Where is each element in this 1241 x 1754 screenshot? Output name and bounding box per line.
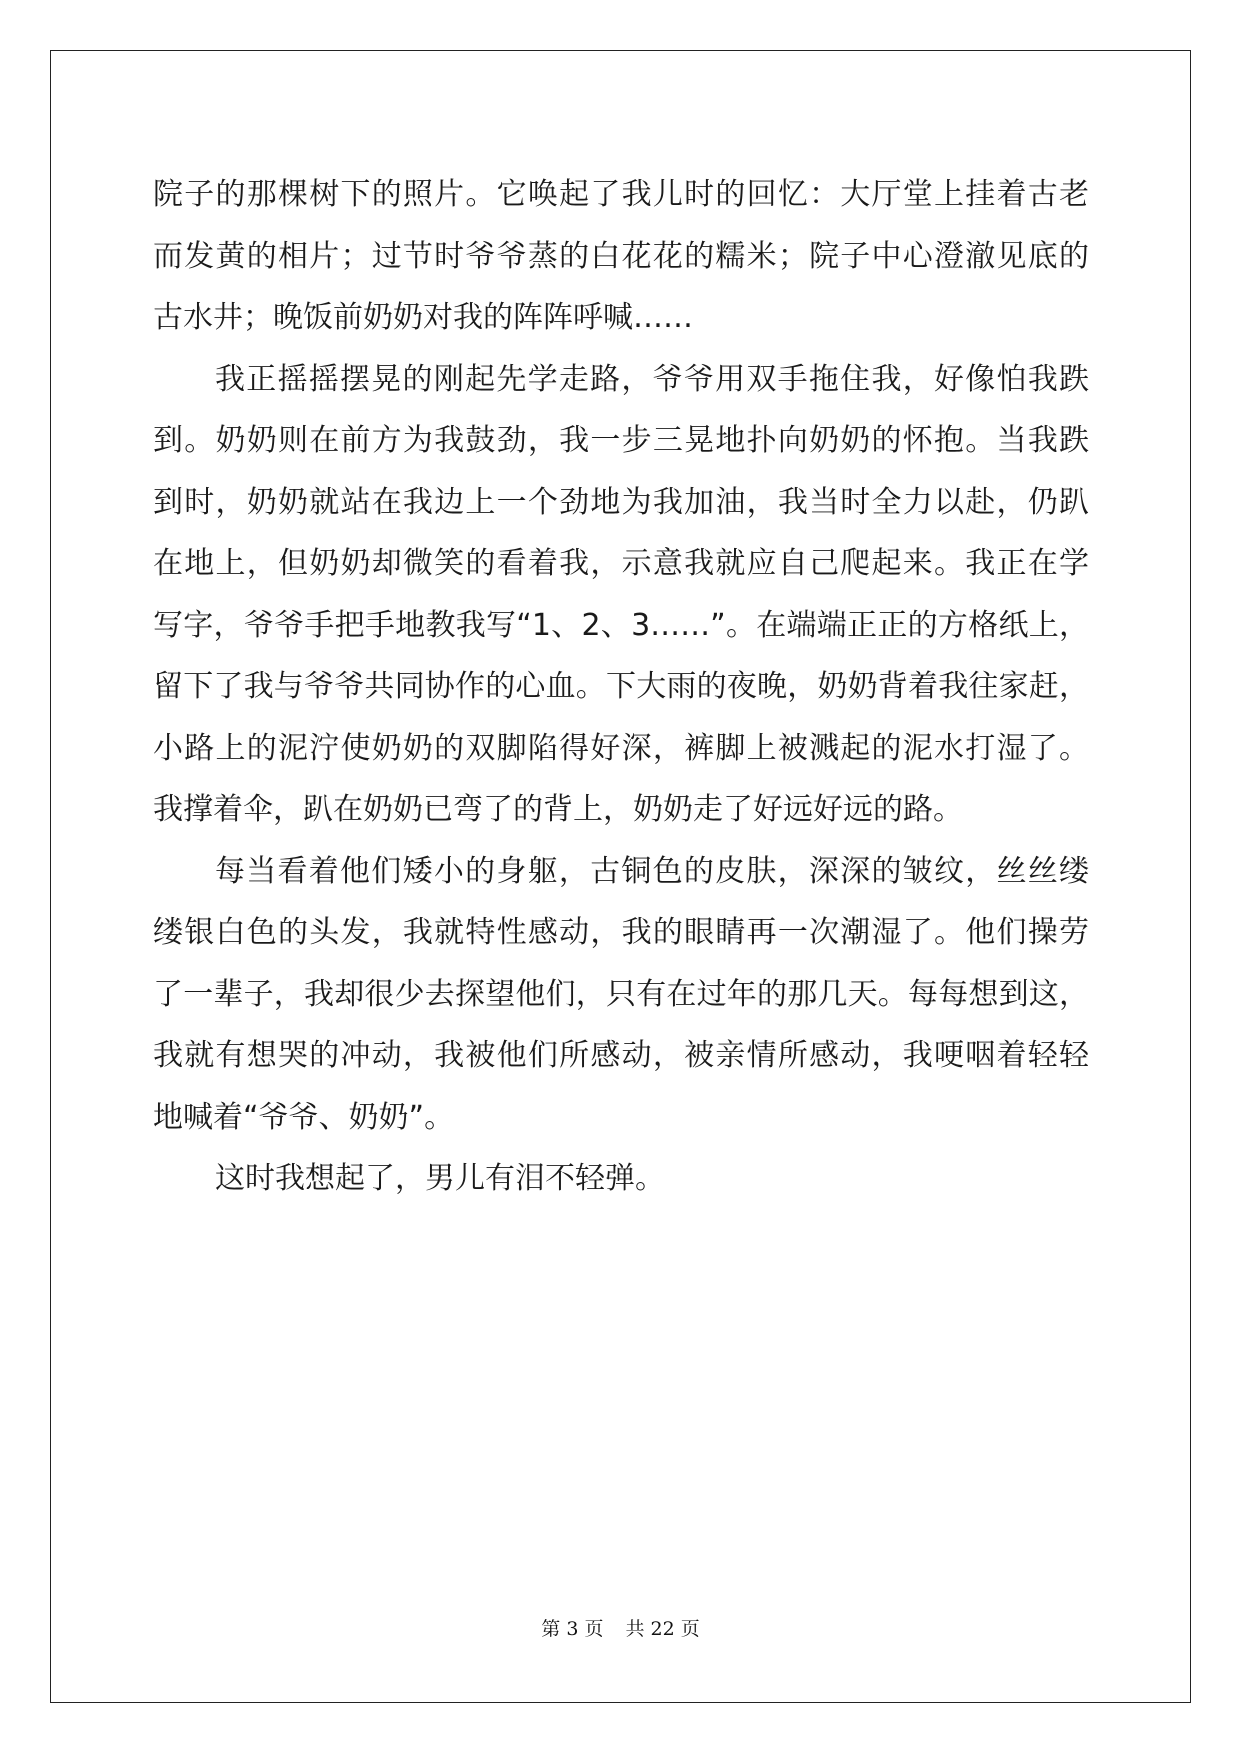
text-line: 留下了我与爷爷共同协作的心血。下大雨的夜晚，奶奶背着我往家赶， [153, 669, 1089, 704]
paragraph-first-line: 我正摇摇摆晃的刚起先学走路，爷爷用双手拖住我，好像怕我跌 [215, 361, 1089, 397]
text-line: 了一辈子，我却很少去探望他们，只有在过年的那几天。每每想到这， [153, 976, 1089, 1012]
text-line: 写字，爷爷手把手地教我写“1、2、3……”。在端端正正的方格纸上， [153, 607, 1089, 643]
body-text [153, 164, 1089, 1210]
text-line: 而发黄的相片；过节时爷爷蒸的白花花的糯米；院子中心澄澈见底的 [153, 238, 1089, 274]
text-line: 到。奶奶则在前方为我鼓劲，我一步三晃地扑向奶奶的怀抱。当我跌 [153, 423, 1089, 458]
text-line: 在地上，但奶奶却微笑的看着我，示意我就应自己爬起来。我正在学 [153, 546, 1089, 581]
text-line: 到时，奶奶就站在我边上一个劲地为我加油，我当时全力以赴，仍趴 [153, 484, 1089, 520]
page-total: 共 22 页 [625, 1618, 700, 1640]
paragraph-first-line: 每当看着他们矮小的身躯，古铜色的皮肤，深深的皱纹，丝丝缕 [215, 853, 1089, 889]
text-line: 我撑着伞，趴在奶奶已弯了的背上，奶奶走了好远好远的路。 [153, 792, 963, 827]
paragraph-first-line: 这时我想起了，男儿有泪不轻弹。 [215, 1161, 665, 1196]
text-line: 古水井；晚饭前奶奶对我的阵阵呼喊…… [153, 300, 693, 335]
text-line: 小路上的泥泞使奶奶的双脚陷得好深，裤脚上被溅起的泥水打湿了。 [153, 730, 1089, 766]
text-line: 缕银白色的头发，我就特性感动，我的眼睛再一次潮湿了。他们操劳 [153, 915, 1089, 950]
page-number: 第 3 页 [541, 1618, 604, 1640]
text-line: 我就有想哭的冲动，我被他们所感动，被亲情所感动，我哽咽着轻轻 [153, 1038, 1089, 1073]
text-line: 院子的那棵树下的照片。它唤起了我儿时的回忆：大厅堂上挂着古老 [153, 177, 1089, 212]
text-line: 地喊着“爷爷、奶奶”。 [153, 1099, 455, 1135]
page-footer [0, 1617, 1241, 1641]
